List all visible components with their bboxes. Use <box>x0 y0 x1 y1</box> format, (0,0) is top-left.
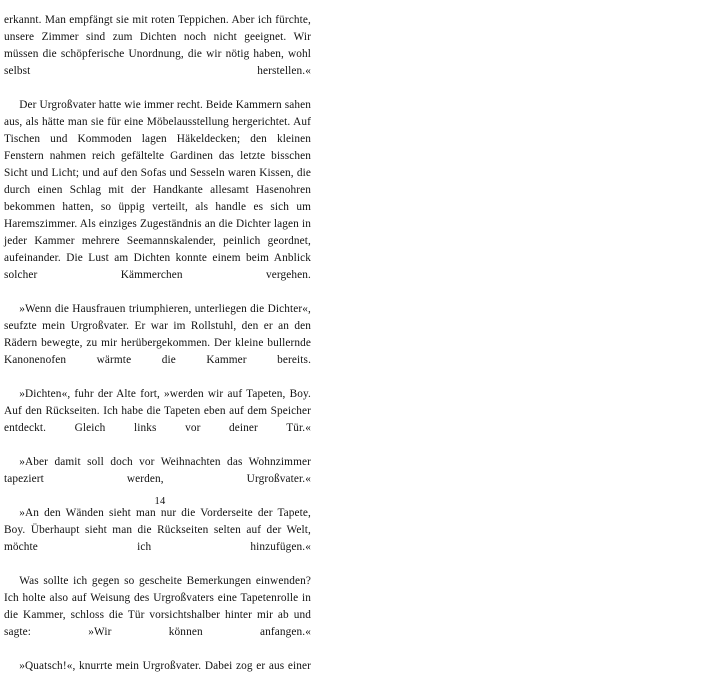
page-number-left: 14 <box>154 496 166 507</box>
paragraph: Was sollte ich gegen so gescheite Bemerkungen einwenden? Ich holte also auf Weisung des Urgroßvaters eine Tapetenrolle in die Kammer, schloss die Tür vorsichtshalber hinter mir ab und sagte: »Wir können anfangen.« <box>4 575 311 638</box>
paragraph: »Quatsch!«, knurrte mein Urgroßvater. Dabei zog er aus einer <box>19 660 311 672</box>
paragraph: »An den Wänden sieht man nur die Vorderseite der Tapete, Boy. Überhaupt sieht man die Rückseiten selten auf der Welt, möchte ich hinzufügen.« <box>4 507 311 553</box>
paragraph: »Aber damit soll doch vor Weihnachten das Wohnzimmer tapeziert werden, Urgroßvater.« <box>4 456 311 485</box>
paragraph: »Dichten«, fuhr der Alte fort, »werden wir auf Tapeten, Boy. Auf den Rückseiten. Ich habe die Tapeten eben auf dem Speicher entdeckt. Gleich links vor deiner Tür.« <box>4 388 311 434</box>
paragraph: erkannt. Man empfängt sie mit roten Teppichen. Aber ich fürchte, unsere Zimmer sind zum Dichten noch nicht geeignet. Wir müssen die schöpferische Unordnung, die wir nötig haben, wohl selbst herstellen.« <box>4 14 311 77</box>
page-right <box>360 0 720 518</box>
page-left <box>0 0 360 672</box>
left-page-text-block <box>4 12 311 692</box>
paragraph: Der Urgroßvater hatte wie immer recht. Beide Kammern sahen aus, als hätte man sie für eine Möbelausstellung hergerichtet. Auf Tischen und Kommoden lagen Häkeldecken; den kleinen Fenstern nahmen reich gefältelte Gardinen das letzte bisschen Sicht und Licht; und auf den Sofas und Sesseln waren Kissen, die durch einen Schlag mit der Handkante allesamt Hasenohren bekommen hatten, so üppig verteilt, als handle es sich um Haremszimmer. Als einziges Zugeständnis an die Dichter lagen in jeder Kammer mehrere Seemannskalender, peinlich geordnet, aufeinander. Die Lust am Dichten konnte einem beim Anblick solcher Kämmerchen vergehen. <box>4 99 311 281</box>
paragraph: »Wenn die Hausfrauen triumphieren, unterliegen die Dichter«, seufzte mein Urgroßvater. Er war im Rollstuhl, den er an den Rädern bewegte, zu mir herübergekommen. Der kleine bullernde Kanonenofen wärmte die Kammer bereits. <box>4 303 311 366</box>
